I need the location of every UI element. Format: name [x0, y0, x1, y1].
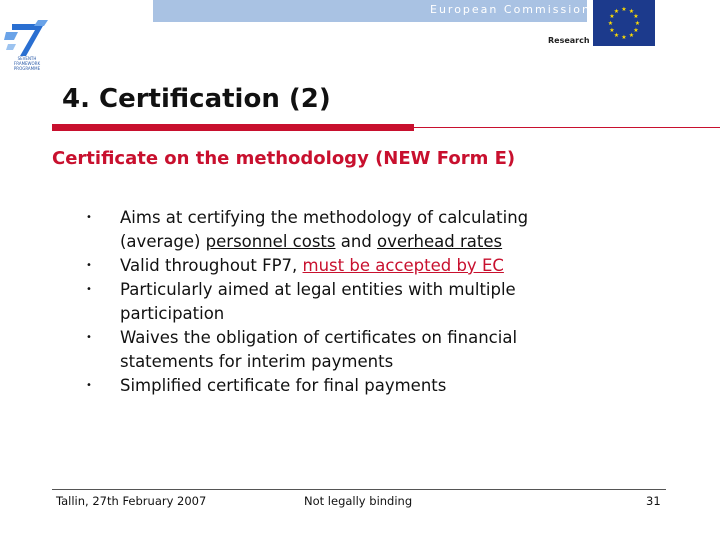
bullet-item	[80, 254, 680, 278]
bullet-text: Waives the obligation of certificates on financial	[120, 328, 518, 347]
footer-disclaimer: Not legally binding	[304, 494, 413, 508]
accepted-by-ec-text: must be accepted by EC	[302, 256, 504, 275]
bullet-item	[80, 206, 680, 254]
svg-text:★: ★	[621, 34, 627, 41]
bullet-text: statements for interim payments	[120, 352, 394, 371]
bullet-text: Simplified certificate for final payments	[120, 376, 447, 395]
page-number: 31	[646, 494, 661, 508]
bullet-dot: •	[86, 380, 92, 391]
bullet-text: and	[335, 232, 378, 251]
svg-text:★: ★	[607, 20, 614, 27]
footer-divider	[52, 489, 666, 490]
bullet-text: Valid throughout FP7,	[120, 256, 303, 275]
svg-text:★: ★	[634, 20, 641, 27]
commission-title: European Commission	[430, 3, 592, 16]
svg-text:★: ★	[633, 13, 639, 20]
svg-text:★: ★	[633, 27, 639, 34]
svg-text:★: ★	[609, 27, 615, 34]
bullet-item	[80, 374, 680, 398]
bullet-text: Particularly aimed at legal entities with multiple	[120, 280, 516, 299]
svg-text:★: ★	[628, 32, 635, 39]
bullet-dot: •	[86, 212, 92, 223]
bullet-dot: •	[86, 332, 92, 343]
fp7-logo	[4, 18, 50, 70]
svg-text:★: ★	[613, 8, 620, 15]
overhead-rates-text: overhead rates	[377, 232, 503, 251]
bullet-item	[80, 326, 680, 374]
research-label: Research	[548, 36, 590, 45]
bullet-dot: •	[86, 260, 92, 271]
svg-text:★: ★	[621, 6, 627, 13]
slide-subtitle: Certificate on the methodology (NEW Form E)	[52, 148, 516, 169]
logo-caption: SEVENTH FRAMEWORK PROGRAMME	[13, 56, 41, 71]
bullet-item	[80, 278, 680, 326]
eu-flag-icon	[593, 0, 655, 46]
bullet-text: Aims at certifying the methodology of calculating	[120, 208, 529, 227]
personnel-costs-text: personnel costs	[205, 232, 336, 251]
title-underline-thin	[414, 127, 720, 128]
bullet-text: participation	[120, 304, 225, 323]
svg-text:★: ★	[628, 8, 635, 15]
bullet-text: (average)	[120, 232, 206, 251]
svg-text:★: ★	[613, 32, 620, 39]
fp7-logo-icon	[4, 18, 50, 58]
bullet-list	[80, 206, 680, 398]
slide-title: 4. Certification (2)	[62, 84, 331, 114]
title-underline-thick	[52, 124, 414, 131]
svg-text:★: ★	[609, 13, 615, 20]
footer-date-location: Tallin, 27th February 2007	[56, 494, 207, 508]
bullet-dot: •	[86, 284, 92, 295]
